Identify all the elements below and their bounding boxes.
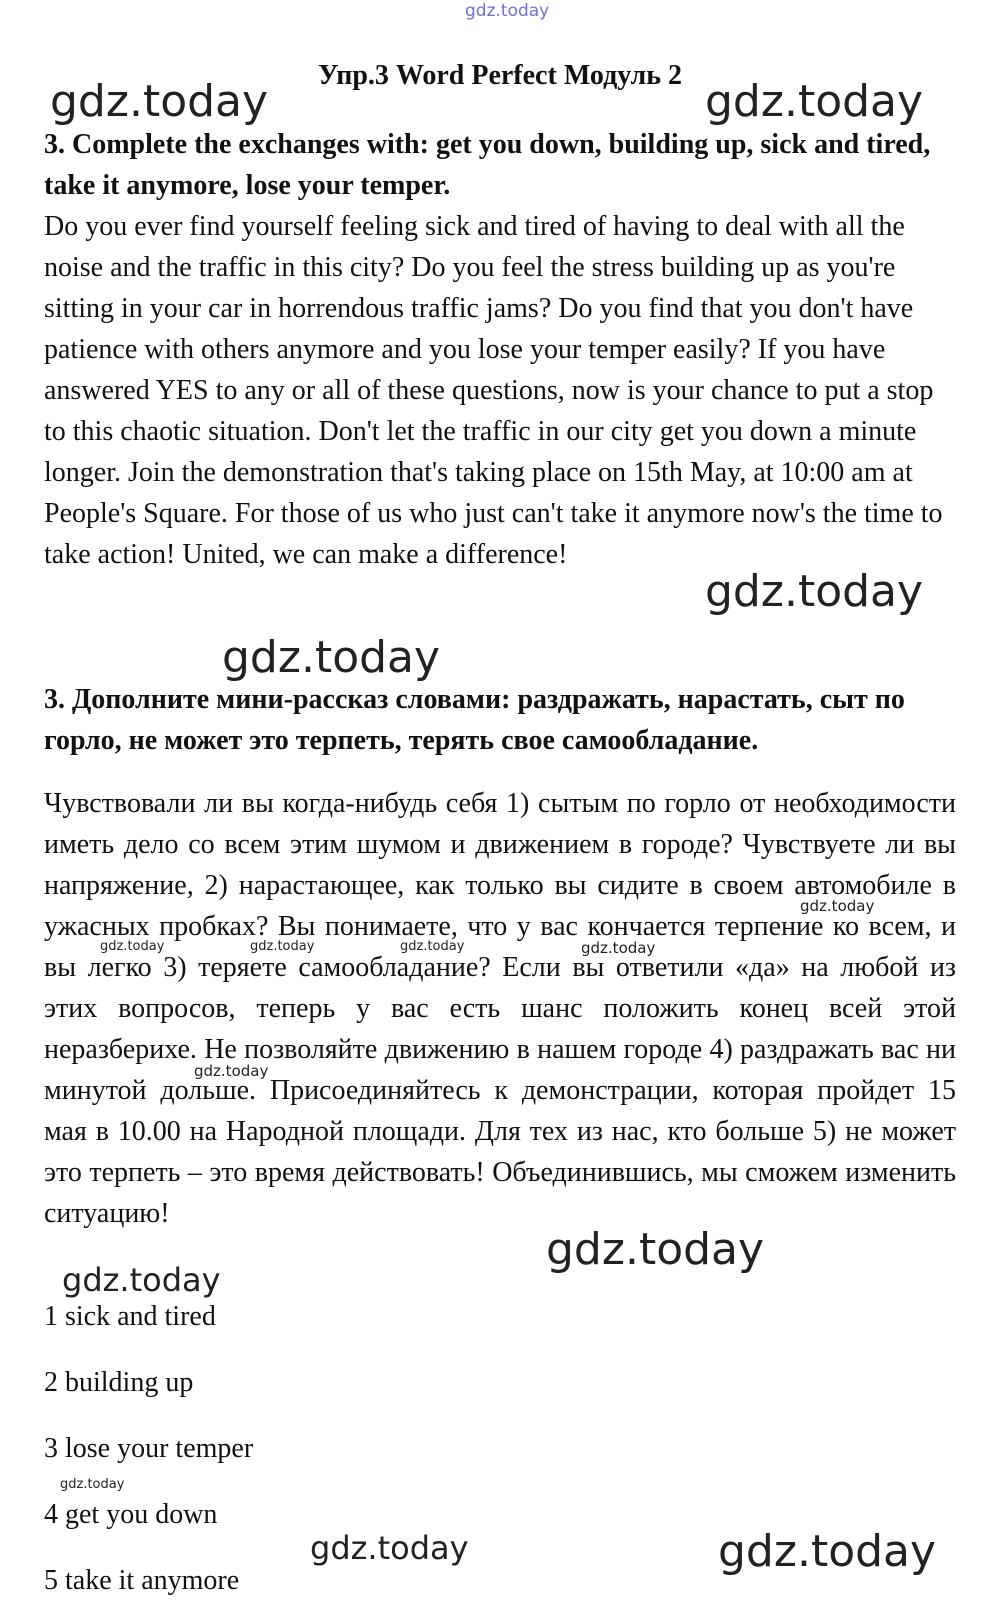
english-task-text: Do you ever find yourself feeling sick and tired of having to deal with all the noise and the traffic in this city? Do you feel the stress building up as you're sitting in your car in horrendous traffic jams? Do you find that you don't have patience with others anymore and you lose your temper easily? If you have answered YES to any or all of these questions, now is your chance to put a stop to this chaotic situation. Don't let the traffic in our city get you down a minute longer. Join the demonstration that's taking place on 15th May, at 10:00 am at People's Square. For those of us who just can't take it anymore now's the time to take action! United, we can make a difference! <box>44 211 943 570</box>
russian-task-text: Чувствовали ли вы когда-нибудь себя 1) сытым по горло от необходимости иметь дело со всем этим шумом и движением в городе? Чувствуете ли вы напряжение, 2) нарастающее, как только вы сидите в своем автомобиле в ужасных пробках? Вы понимаете, что у вас кончается терпение ко всем, и вы легко 3) теряете самообладание? Если вы ответили «да» на любой из этих вопросов, теперь у вас есть шанс положить конец всей этой неразберихе. Не позволяйте движению в нашем городе 4) раздражать вас ни минутой дольше. Присоединяйтесь к демонстрации, которая пройдет 15 мая в 10.00 на Народной площади. Для тех из нас, кто больше 5) не может это терпеть – это время действовать! Объединившись, мы сможем изменить ситуацию! <box>44 788 956 1229</box>
answer-item: 4 get you down <box>44 1499 218 1530</box>
watermark: gdz.today <box>705 566 924 617</box>
answer-item: 3 lose your temper <box>44 1433 254 1464</box>
watermark: gdz.today <box>250 939 315 954</box>
watermark: gdz.today <box>222 632 441 683</box>
watermark: gdz.today <box>546 1224 765 1275</box>
answer-item: 1 sick and tired <box>44 1301 216 1332</box>
watermark: gdz.today <box>310 1529 469 1567</box>
watermark: gdz.today <box>718 1526 937 1577</box>
english-task-heading: 3. Complete the exchanges with: get you down, building up, sick and tired, take it anymore, lose your temper. <box>44 129 931 201</box>
watermark: gdz.today <box>194 1062 269 1080</box>
watermark: gdz.today <box>800 897 875 915</box>
watermark: gdz.today <box>62 1261 221 1299</box>
watermark: gdz.today <box>581 939 656 957</box>
russian-task-heading: 3. Дополните мини-рассказ словами: раздражать, нарастать, сыт по горло, не может это терпеть, терять свое самообладание. <box>44 684 905 756</box>
watermark: gdz.today <box>50 76 269 127</box>
answer-item: 2 building up <box>44 1367 194 1398</box>
page-title: Упр.3 Word Perfect Модуль 2 <box>317 60 683 91</box>
watermark: gdz.today <box>705 76 924 127</box>
watermark: gdz.today <box>60 1477 125 1492</box>
watermark: gdz.today <box>400 939 465 954</box>
answer-item: 5 take it anymore <box>44 1565 240 1596</box>
watermark-top: gdz.today <box>465 1 550 21</box>
watermark: gdz.today <box>100 939 165 954</box>
